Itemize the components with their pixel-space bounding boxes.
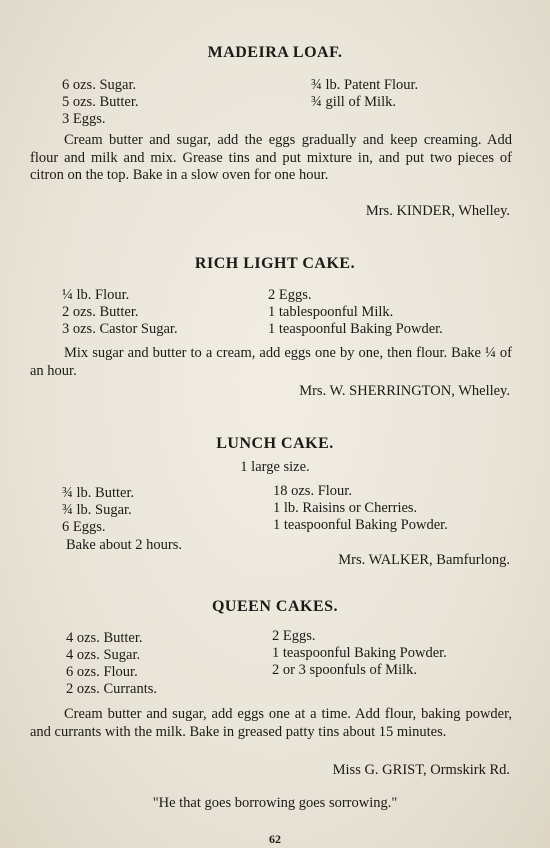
method-text: Mix sugar and butter to a cream, add eggs one by one, then flour. Bake ¼ of an hour. — [30, 345, 512, 379]
ingredient: ¾ lb. Sugar. — [62, 502, 132, 518]
recipe-title-queen-cakes: QUEEN CAKES. — [211, 598, 339, 615]
recipe-title-lunch-cake: LUNCH CAKE. — [216, 435, 334, 452]
ingredient: 2 Eggs. — [272, 628, 316, 644]
rich-right-ingredients — [268, 287, 443, 338]
rich-author: Mrs. W. SHERRINGTON, Whelley. — [299, 383, 510, 399]
method-text: Cream butter and sugar, add the eggs gradually and keep creaming. Add flour and milk and mix. Grease tins and put mixture in, and put two pieces of citron on the top. Bake in a slow oven for one hour. — [30, 132, 512, 183]
ingredient: 3 Eggs. — [62, 111, 106, 127]
ingredient: 3 ozs. Castor Sugar. — [62, 321, 178, 337]
madeira-right-ingredients — [311, 77, 418, 111]
page-number: 62 — [269, 832, 281, 846]
lunch-right-ingredients — [273, 483, 448, 534]
lunch-author: Mrs. WALKER, Bamfurlong. — [338, 552, 510, 568]
recipe-title-madeira-loaf: MADEIRA LOAF. — [207, 44, 343, 61]
ingredient: 1 teaspoonful Baking Powder. — [273, 517, 448, 533]
queen-method — [30, 706, 512, 741]
lunch-subtitle: 1 large size. — [240, 459, 310, 475]
ingredient: 4 ozs. Butter. — [66, 630, 143, 646]
ingredient: 1 tablespoonful Milk. — [268, 304, 394, 320]
ingredient: 1 teaspoonful Baking Powder. — [268, 321, 443, 337]
ingredient: ¾ gill of Milk. — [311, 94, 396, 110]
method-text: Cream butter and sugar, add eggs one at a time. Add flour, baking powder, and currants with the milk. Bake in greased patty tins about 15 minutes. — [30, 706, 512, 740]
madeira-method — [30, 132, 512, 185]
ingredient: 1 teaspoonful Baking Powder. — [272, 645, 447, 661]
ingredient: 2 ozs. Currants. — [66, 681, 158, 697]
queen-author: Miss G. GRIST, Ormskirk Rd. — [332, 762, 510, 778]
ingredient: 2 ozs. Butter. — [62, 304, 139, 320]
ingredient: 2 Eggs. — [268, 287, 312, 303]
queen-left-ingredients — [66, 630, 157, 698]
ingredient: 6 ozs. Sugar. — [62, 77, 137, 93]
ingredient: 5 ozs. Butter. — [62, 94, 139, 110]
ingredient: 6 ozs. Flour. — [66, 664, 138, 680]
rich-left-ingredients — [62, 287, 178, 338]
lunch-left-ingredients — [62, 485, 134, 536]
ingredient: 6 Eggs. — [62, 519, 106, 535]
queen-right-ingredients — [272, 628, 447, 679]
ingredient: ¾ lb. Patent Flour. — [311, 77, 419, 93]
ingredient: 4 ozs. Sugar. — [66, 647, 141, 663]
proverb: "He that goes borrowing goes sorrowing." — [152, 795, 398, 811]
ingredient: 1 lb. Raisins or Cherries. — [273, 500, 418, 516]
ingredient: ¼ lb. Flour. — [62, 287, 130, 303]
rich-method — [30, 345, 512, 380]
madeira-left-ingredients — [62, 77, 139, 128]
ingredient: 18 ozs. Flour. — [273, 483, 352, 499]
recipe-title-rich-light-cake: RICH LIGHT CAKE. — [194, 255, 356, 272]
ingredient: 2 or 3 spoonfuls of Milk. — [272, 662, 417, 678]
ingredient: ¾ lb. Butter. — [62, 485, 135, 501]
lunch-method: Bake about 2 hours. — [66, 537, 182, 553]
madeira-author: Mrs. KINDER, Whelley. — [365, 203, 510, 219]
